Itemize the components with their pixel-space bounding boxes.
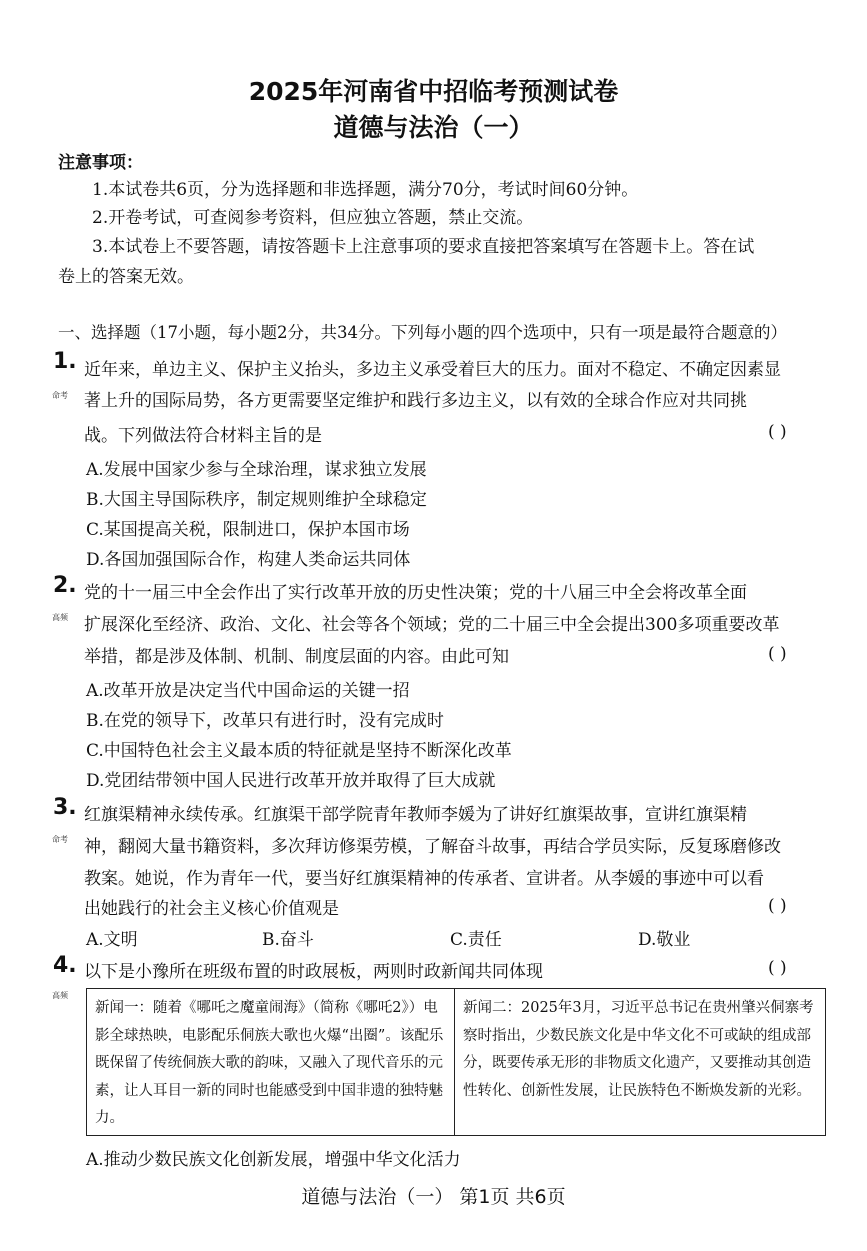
answer-parentheses: ( )	[768, 896, 787, 916]
question-tag: 命考	[52, 835, 68, 844]
question-text: 红旗渠精神永续传承。红旗渠干部学院青年教师李媛为了讲好红旗渠故事，宣讲红旗渠精	[84, 805, 747, 825]
notice-item: 3.本试卷上不要答题，请按答题卡上注意事项的要求直接把答案填写在答题卡上。答在试	[92, 237, 755, 257]
question-text: 神，翻阅大量书籍资料，多次拜访修渠劳模，了解奋斗故事，再结合学员实际，反复琢磨修改	[84, 837, 781, 857]
question-text: 战。下列做法符合材料主旨的是	[84, 426, 322, 446]
question-tag: 高频	[52, 991, 68, 1000]
option: B.在党的领导下，改革只有进行时，没有完成时	[86, 711, 444, 731]
question-text: 近年来，单边主义、保护主义抬头，多边主义承受着巨大的压力。面对不稳定、不确定因素显	[84, 360, 781, 380]
notice-item: 2.开卷考试，可查阅参考资料，但应独立答题，禁止交流。	[92, 208, 534, 228]
question-text: 著上升的国际局势，各方更需要坚定维护和践行多边主义，以有效的全球合作应对共同挑	[84, 391, 747, 411]
notice-item: 卷上的答案无效。	[58, 267, 194, 287]
option: A.发展中国家少参与全球治理，谋求独立发展	[86, 460, 427, 480]
section-heading: 一、选择题（17小题，每小题2分，共34分。下列每小题的四个选项中，只有一项是最符合题意的）	[58, 323, 787, 342]
question-text: 出她践行的社会主义核心价值观是	[84, 899, 339, 919]
question-text: 扩展深化至经济、政治、文化、社会等各个领域；党的二十届三中全会提出300多项重要改革	[84, 615, 780, 635]
option: A.文明	[86, 930, 138, 950]
question-text: 党的十一届三中全会作出了实行改革开放的历史性决策；党的十八届三中全会将改革全面	[84, 583, 747, 603]
option: A.改革开放是决定当代中国命运的关键一招	[86, 681, 410, 701]
exam-title: 2025年河南省中招临考预测试卷	[248, 77, 619, 106]
answer-parentheses: ( )	[768, 644, 787, 664]
option: B.奋斗	[262, 930, 314, 950]
answer-parentheses: ( )	[768, 422, 787, 442]
question-number: 1.	[53, 349, 77, 374]
notice-item: 1.本试卷共6页，分为选择题和非选择题，满分70分，考试时间60分钟。	[92, 180, 639, 200]
option: A.推动少数民族文化创新发展，增强中华文化活力	[86, 1150, 461, 1170]
option: C.责任	[450, 930, 502, 950]
question-number: 3.	[53, 795, 77, 820]
news-item-1: 新闻一：随着《哪吒之魔童闹海》（简称《哪吒2》）电影全球热映，电影配乐侗族大歌也火爆“出圈”。该配乐既保留了传统侗族大歌的韵味，又融入了现代音乐的元素，让人耳目一新的同时也能感受到中国非遗的独特魅力。	[87, 989, 455, 1135]
question-text: 教案。她说，作为青年一代，要当好红旗渠精神的传承者、宣讲者。从李媛的事迹中可以看	[84, 869, 764, 889]
option: D.党团结带领中国人民进行改革开放并取得了巨大成就	[86, 771, 496, 791]
option: C.中国特色社会主义最本质的特征就是坚持不断深化改革	[86, 741, 512, 761]
news-item-2: 新闻二：2025年3月，习近平总书记在贵州肇兴侗寨考察时指出，少数民族文化是中华文化不可或缺的组成部分，既要传承无形的非物质文化遗产，又要推动其创造性转化、创新性发展，让民族特色不断焕发新的光彩。	[463, 1000, 814, 1099]
question-number: 2.	[53, 573, 77, 598]
notice-heading: 注意事项：	[58, 153, 143, 173]
question-tag: 高频	[52, 613, 68, 622]
question-text: 举措，都是涉及体制、机制、制度层面的内容。由此可知	[84, 647, 509, 667]
option: C.某国提高关税，限制进口，保护本国市场	[86, 520, 410, 540]
option: B.大国主导国际秩序，制定规则维护全球稳定	[86, 490, 427, 510]
news-board	[86, 988, 826, 1136]
question-number: 4.	[53, 953, 77, 978]
page-footer: 道德与法治（一） 第1页 共6页	[301, 1186, 566, 1208]
answer-parentheses: ( )	[768, 958, 787, 978]
question-text: 以下是小豫所在班级布置的时政展板，两则时政新闻共同体现	[84, 962, 543, 982]
option: D.各国加强国际合作，构建人类命运共同体	[86, 550, 411, 570]
question-tag: 命考	[52, 391, 68, 400]
exam-subtitle: 道德与法治（一）	[333, 113, 534, 142]
option: D.敬业	[638, 930, 691, 950]
